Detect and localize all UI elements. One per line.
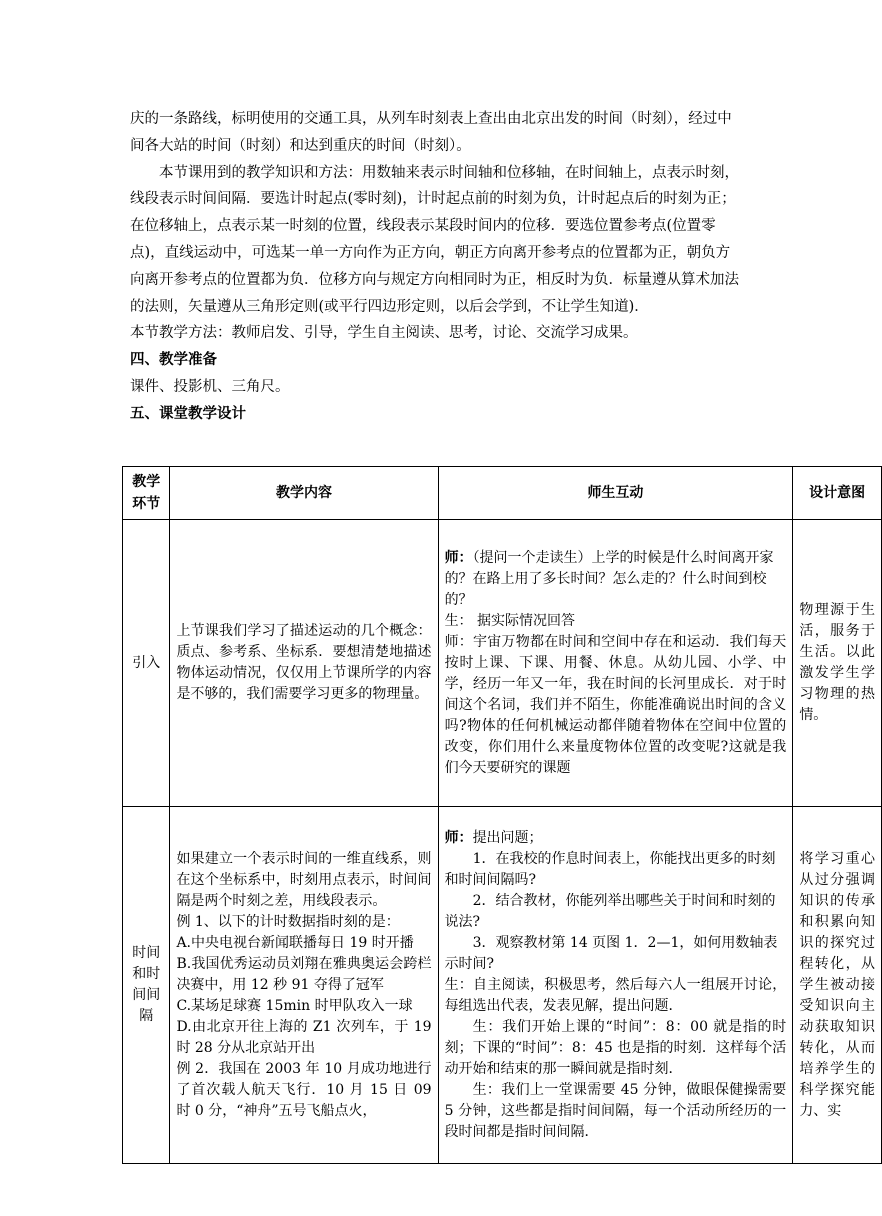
content-text: 上节课我们学习了描述运动的几个概念：质点、参考系、坐标系．要想清楚地描述物体运动情况，仅仅用上节课所学的内容是不够的，我们需要学习更多的物理量。 <box>176 623 432 702</box>
stage-cell: 引入 <box>123 520 170 807</box>
table-row <box>123 807 882 1164</box>
interaction-cell <box>438 807 793 1164</box>
section-heading-5: 五、课堂教学设计 <box>130 404 246 422</box>
student-response-1: 生：自主阅读，积极思考，然后每六人一组展开讨论，每组选出代表，发表见解，提出问题． <box>444 976 787 1014</box>
content-line: B.我国优秀运动员刘翔在雅典奥运会跨栏决赛中，用 12 秒 91 夺得了冠军 <box>176 955 432 993</box>
header-content: 教学内容 <box>170 467 438 520</box>
section-heading-4: 四、教学准备 <box>130 351 217 369</box>
teacher-explanation: 师：宇宙万物都在时间和空间中存在和运动．我们每天按时上课、下课、用餐、休息。从幼儿园、小学、中学，经历一年又一年，我在时间的长河里成长．对于时间这个名词，我们并不陌生，你能准确说出时间的含义吗?物体的任何机械运动都伴随着物体在空间中位置的改变，你们用什么来量度物体位置的改变呢?这就是我们今天要研究的课题 <box>444 633 787 776</box>
teacher-prompt <box>445 828 787 849</box>
intro-paragraph-1: 庆的一条路线，标明使用的交通工具，从列车时刻表上查出由北京出发的时间（时刻），经过中间各大站的时间（时刻）和达到重庆的时间（时刻）。 <box>130 111 732 154</box>
teacher-question <box>445 548 787 611</box>
content-line: D.由北京开往上海的 Z1 次列车，于 19 时 28 分从北京站开出 <box>176 1018 432 1056</box>
teacher-question-text: （提问一个走读生）上学的时候是什么时间离开家的？在路上用了多长时间？怎么走的？什么时间到校的？ <box>444 549 774 608</box>
content-line: 例 1、以下的计时数据指时刻的是： <box>176 913 400 930</box>
content-cell <box>170 520 438 807</box>
student-response-3: 生：我们上一堂课需要 45 分钟，做眼保健操需要 5 分钟，这些都是指时间间隔，每一个活动所经历的一段时间都是指时间间隔． <box>444 1081 787 1140</box>
header-intent: 设计意图 <box>793 467 882 520</box>
stage-cell: 时间和时间间隔 <box>123 807 170 1164</box>
content-cell <box>170 807 438 1164</box>
teacher-prompt-text: 提出问题； <box>472 829 543 846</box>
question-3: 3．观察教材第 14 页图 1．2—1，如何用数轴表示时间? <box>444 934 778 972</box>
lesson-design-table <box>122 466 882 1164</box>
intent-cell: 物理源于生活，服务于生活。以此激发学生学习物理的热情。 <box>793 520 882 807</box>
table-header-row <box>123 467 882 520</box>
header-interaction: 师生互动 <box>438 467 793 520</box>
interaction-cell <box>438 520 793 807</box>
intro-paragraph-2: 本节课用到的教学知识和方法：用数轴来表示时间轴和位移轴，在时间轴上，点表示时刻，线段表示时间间隔．要选计时起点(零时刻)，计时起点前的时刻为负，计时起点后的时刻为正；在位移轴上，点表示某一时刻的位置，线段表示某段时间内的位移．要选位置参考点(位置零点)，直线运动中，可选某一单一方向作为正方向，朝正方向离开参考点的位置都为正，朝负方向离开参考点的位置都为负．位移方向与规定方向相同时为正，相反时为负．标量遵从算术加法的法则，矢量遵从三角形定则(或平行四边形定则，以后会学到，不让学生知道)． <box>130 164 739 315</box>
table-row <box>123 520 882 807</box>
content-line: 例 2．我国在 2003 年 10 月成功地进行了首次载人航天飞行．10 月 15 日 09 时 0 分，“神舟”五号飞船点火， <box>176 1060 432 1119</box>
question-1: 1．在我校的作息时间表上，你能找出更多的时刻和时间间隔吗? <box>444 850 776 888</box>
header-stage: 教学环节 <box>123 467 170 520</box>
intro-section <box>130 106 742 428</box>
content-line: A.中央电视台新闻联播每日 19 时开播 <box>176 934 414 951</box>
student-answer: 生： 据实际情况回答 <box>444 612 576 629</box>
preparation-paragraph: 课件、投影机、三角尺。 <box>130 378 290 395</box>
teacher-label: 师： <box>444 829 473 846</box>
intent-cell: 将学习重心从过分强调知识的传承和积累向知识的探究过程转化，从学生被动接受知识向主动获取知识转化，从而培养学生的科学探究能力、实 <box>793 807 882 1164</box>
teaching-method-paragraph: 本节教学方法：教师启发、引导，学生自主阅读、思考，讨论、交流学习成果。 <box>130 325 638 342</box>
teacher-label: 师： <box>444 549 473 566</box>
question-2: 2．结合教材，你能列举出哪些关于时间和时刻的说法? <box>444 892 776 930</box>
content-line: 如果建立一个表示时间的一维直线系，则在这个坐标系中，时刻用点表示，时间间隔是两个时刻之差，用线段表示。 <box>176 850 432 909</box>
student-response-2: 生：我们开始上课的“时间”：8：00 就是指的时刻；下课的“时间”：8：45 也是指的时刻．这样每个活动开始和结束的那一瞬间就是指时刻． <box>444 1018 787 1077</box>
content-line: C.某场足球赛 15min 时甲队攻入一球 <box>176 997 413 1014</box>
